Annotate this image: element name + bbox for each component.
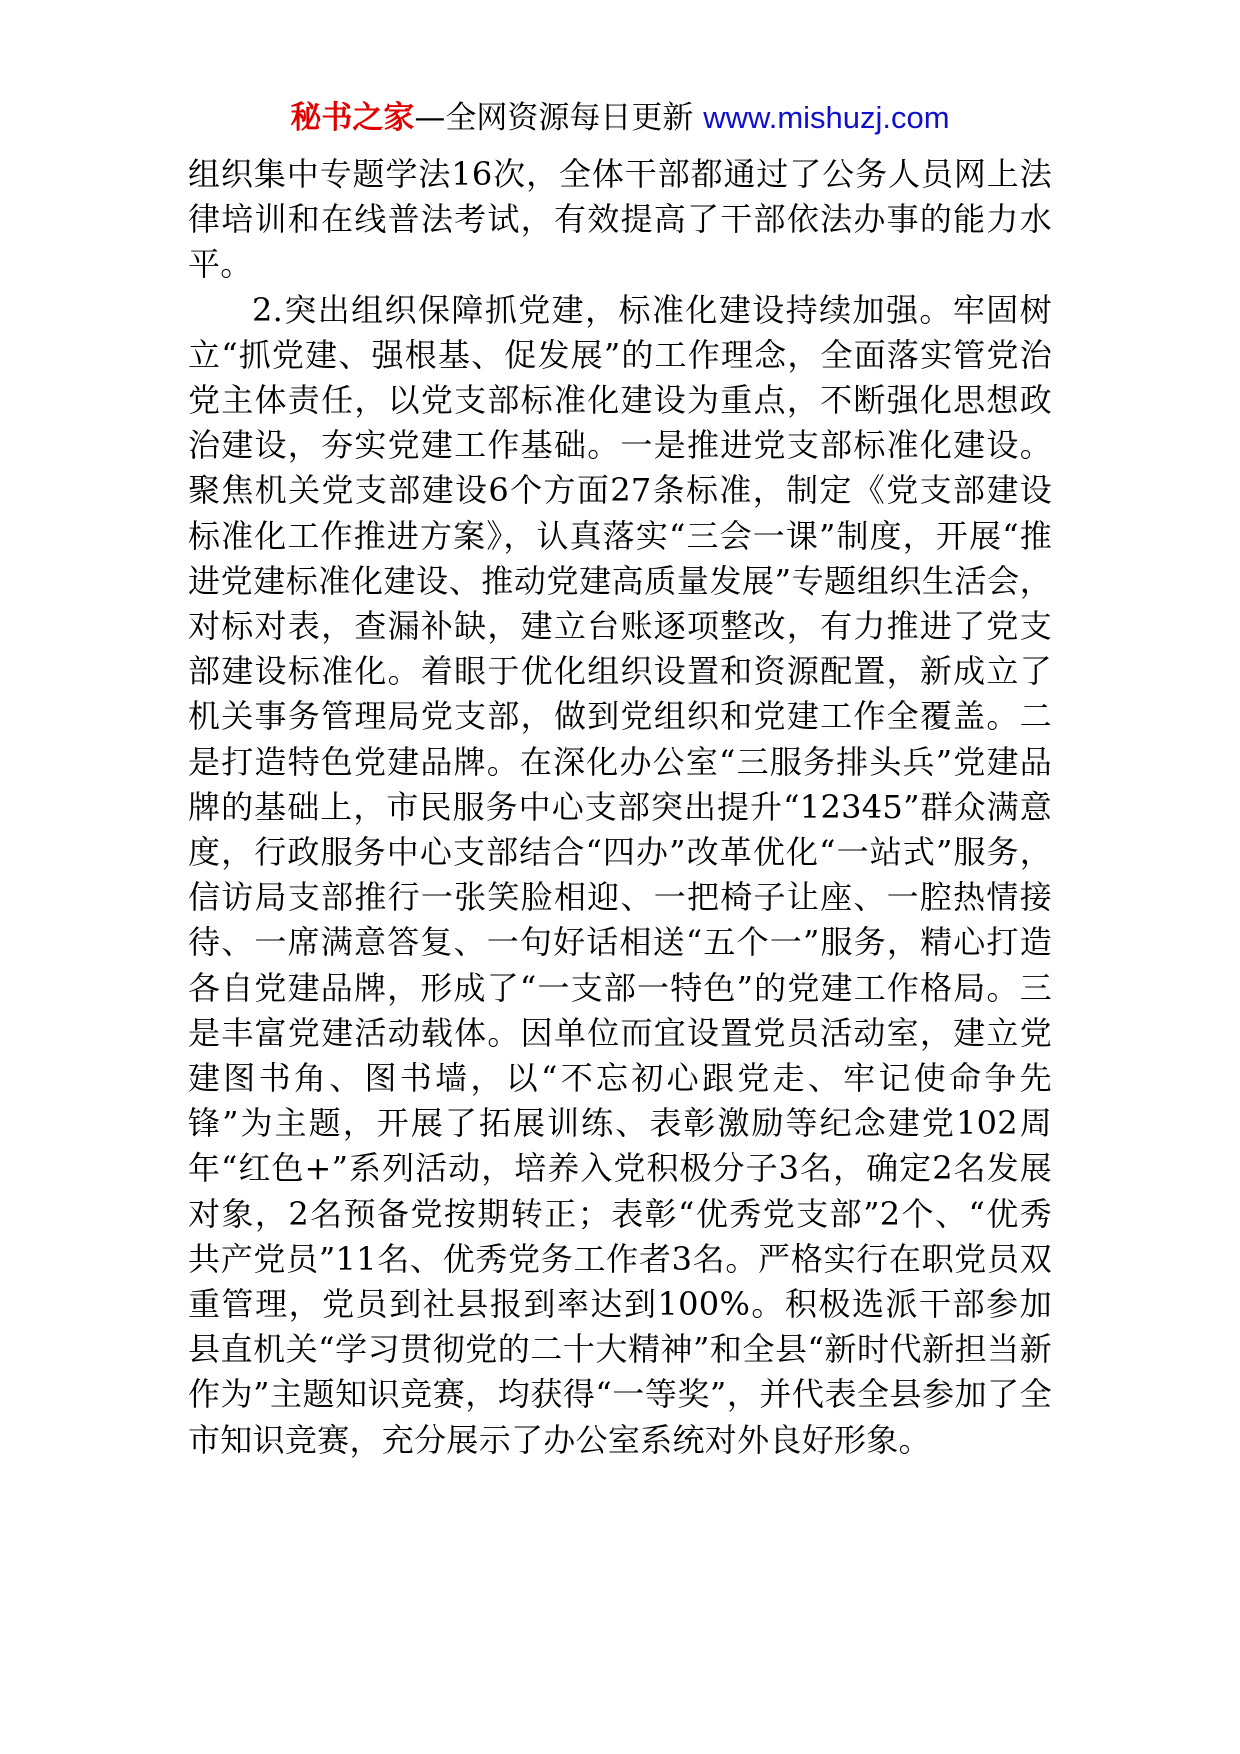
header-tagline: —全网资源每日更新: [414, 100, 694, 136]
page-header: [0, 98, 1240, 138]
header-url-link[interactable]: www.mishuzj.com: [703, 100, 950, 135]
paragraph-party-building: 2.突出组织保障抓党建，标准化建设持续加强。牢固树立“抓党建、强根基、促发展”的工作理念，全面落实管党治党主体责任，以党支部标准化建设为重点，不断强化思想政治建设，夯实党建工作基础。一是推进党支部标准化建设。聚焦机关党支部建设6个方面27条标准，制定《党支部建设标准化工作推进方案》，认真落实“三会一课”制度，开展“推进党建标准化建设、推动党建高质量发展”专题组织生活会，对标对表，查漏补缺，建立台账逐项整改，有力推进了党支部建设标准化。着眼于优化组织设置和资源配置，新成立了机关事务管理局党支部，做到党组织和党建工作全覆盖。二是打造特色党建品牌。在深化办公室“三服务排头兵”党建品牌的基础上，市民服务中心支部突出提升“12345”群众满意度，行政服务中心支部结合“四办”改革优化“一站式”服务，信访局支部推行一张笑脸相迎、一把椅子让座、一腔热情接待、一席满意答复、一句好话相送“五个一”服务，精心打造各自党建品牌，形成了“一支部一特色”的党建工作格局。三是丰富党建活动载体。因单位而宜设置党员活动室，建立党建图书角、图书墙，以“不忘初心跟党走、牢记使命争先锋”为主题，开展了拓展训练、表彰激励等纪念建党102周年“红色+”系列活动，培养入党积极分子3名，确定2名发展对象，2名预备党按期转正；表彰“优秀党支部”2个、“优秀共产党员”11名、优秀党务工作者3名。严格实行在职党员双重管理，党员到社县报到率达到100%。积极选派干部参加县直机关“学习贯彻党的二十大精神”和全县“新时代新担当新作为”主题知识竞赛，均获得“一等奖”，并代表全县参加了全市知识竞赛，充分展示了办公室系统对外良好形象。: [188, 290, 1052, 1459]
paragraph-continuation: 组织集中专题学法16次，全体干部都通过了公务人员网上法律培训和在线普法考试，有效提高了干部依法办事的能力水平。: [188, 155, 1052, 284]
header-brand: 秘书之家: [290, 100, 415, 136]
document-body: [188, 152, 1052, 1463]
